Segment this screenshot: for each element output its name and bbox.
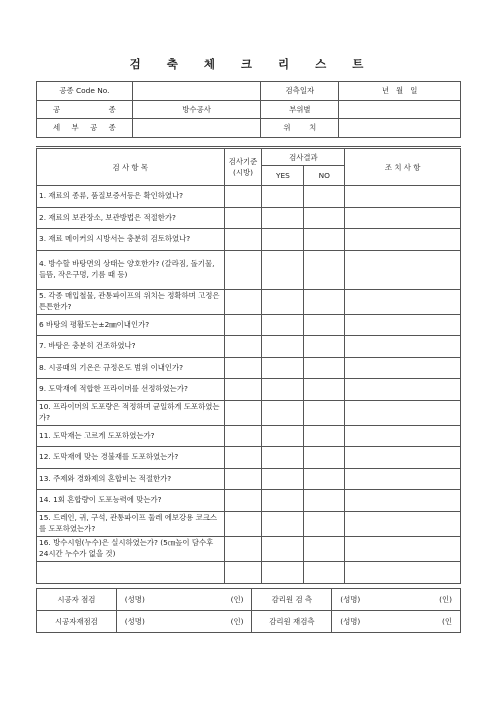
check-item-text: 13. 주제와 경화제의 혼합비는 적절한가? (37, 468, 225, 490)
check-standard-cell[interactable] (224, 250, 262, 289)
check-action-cell[interactable] (345, 561, 461, 583)
check-item-text: 5. 각종 매입철물, 관통파이프의 위치는 정확하며 고정은 튼튼한가? (37, 289, 225, 314)
check-yes-cell[interactable] (262, 379, 304, 401)
location-value-cell[interactable] (339, 119, 461, 138)
check-standard-cell[interactable] (224, 186, 262, 208)
check-no-cell[interactable] (304, 561, 345, 583)
check-no-cell[interactable] (304, 186, 345, 208)
check-no-cell[interactable] (304, 425, 345, 447)
table-row (37, 207, 461, 229)
check-yes-cell[interactable] (262, 207, 304, 229)
check-standard-cell[interactable] (224, 379, 262, 401)
checklist-table (36, 148, 461, 584)
info-table (36, 81, 461, 138)
part-label: 부위별 (261, 100, 339, 119)
check-action-cell[interactable] (345, 229, 461, 251)
table-row (37, 357, 461, 379)
check-yes-cell[interactable] (262, 336, 304, 358)
table-row (37, 400, 461, 425)
check-action-cell[interactable] (345, 250, 461, 289)
check-no-cell[interactable] (304, 314, 345, 336)
signature-table (36, 588, 461, 633)
work-value[interactable]: 방수공사 (132, 100, 261, 119)
page-title: 검 축 체 크 리 스 트 (129, 57, 375, 71)
check-yes-cell[interactable] (262, 400, 304, 425)
check-no-cell[interactable] (304, 379, 345, 401)
contractor-re-label: 시공자재점검 (37, 611, 117, 633)
check-item-text: 6 바탕의 평활도는±2㎜이내인가? (37, 314, 225, 336)
check-action-cell[interactable] (345, 186, 461, 208)
check-item-text: 7. 바탕은 충분히 건조하였나? (37, 336, 225, 358)
check-yes-cell[interactable] (262, 561, 304, 583)
check-yes-cell[interactable] (262, 490, 304, 512)
check-no-cell[interactable] (304, 289, 345, 314)
table-row (37, 490, 461, 512)
date-value[interactable]: 년 월 일 (339, 82, 461, 101)
check-item-text: 1. 재료의 종류, 품질보증서등은 확인하였나? (37, 186, 225, 208)
check-item-text: 11. 도막재는 고르게 도포하였는가? (37, 425, 225, 447)
contractor-sign-cell[interactable] (116, 589, 252, 611)
check-no-cell[interactable] (304, 536, 345, 561)
check-yes-cell[interactable] (262, 425, 304, 447)
check-action-cell[interactable] (345, 468, 461, 490)
check-action-cell[interactable] (345, 400, 461, 425)
check-action-cell[interactable] (345, 490, 461, 512)
table-row (37, 229, 461, 251)
check-item-text: 15. 드레인, 귀, 구석, 관통파이프 둘레 에보강용 코크스를 도포하였는가? (37, 511, 225, 536)
check-item-text: 3. 재료 메이커의 시방서는 충분히 검토하였나? (37, 229, 225, 251)
table-row (37, 250, 461, 289)
check-item-text: 8. 시공때의 기온은 규정온도 범위 이내인가? (37, 357, 225, 379)
supervisor-name: (성명) (340, 595, 361, 604)
supervisor-re-sign-cell[interactable] (332, 611, 461, 633)
check-action-cell[interactable] (345, 357, 461, 379)
contractor-label: 시공자 점검 (37, 589, 117, 611)
supervisor-re-seal: (인 (441, 617, 452, 626)
check-yes-cell[interactable] (262, 186, 304, 208)
check-action-cell[interactable] (345, 447, 461, 469)
check-no-cell[interactable] (304, 400, 345, 425)
check-standard-cell[interactable] (224, 336, 262, 358)
header-no: NO (304, 166, 345, 186)
check-standard-cell[interactable] (224, 229, 262, 251)
check-standard-cell[interactable] (224, 536, 262, 561)
check-no-cell[interactable] (304, 490, 345, 512)
header-yes: YES (262, 166, 304, 186)
work-label: 공 종 (37, 100, 133, 119)
detail-value-cell[interactable] (132, 119, 261, 138)
header-item: 검 사 항 목 (37, 149, 225, 186)
double-rule (36, 146, 461, 147)
check-yes-cell[interactable] (262, 250, 304, 289)
header-result: 검사결과 (262, 149, 345, 166)
check-yes-cell[interactable] (262, 289, 304, 314)
check-standard-cell[interactable] (224, 511, 262, 536)
check-yes-cell[interactable] (262, 468, 304, 490)
supervisor-sign-cell[interactable] (332, 589, 461, 611)
check-action-cell[interactable] (345, 379, 461, 401)
table-row (37, 336, 461, 358)
code-value-cell[interactable] (132, 82, 261, 101)
check-yes-cell[interactable] (262, 447, 304, 469)
check-item-text: 12. 도막재에 맞는 경불재를 도포하였는가? (37, 447, 225, 469)
check-no-cell[interactable] (304, 207, 345, 229)
check-no-cell[interactable] (304, 468, 345, 490)
location-label: 위 치 (261, 119, 339, 138)
table-row (37, 536, 461, 561)
table-row (37, 314, 461, 336)
date-label: 검측일자 (261, 82, 339, 101)
check-action-cell[interactable] (345, 207, 461, 229)
table-row (37, 379, 461, 401)
header-standard: 검사기준 (시방) (224, 149, 262, 186)
check-no-cell[interactable] (304, 250, 345, 289)
check-item-text: 9. 도막재에 적합한 프라이머를 선정하였는가? (37, 379, 225, 401)
check-no-cell[interactable] (304, 336, 345, 358)
check-item-text: 4. 방수할 바탕면의 상태는 양호한가? (갈라짐, 돌기물, 들뜸, 작은구멍, 기름 때 등) (37, 250, 225, 289)
supervisor-re-label: 감리원 재검측 (252, 611, 332, 633)
check-yes-cell[interactable] (262, 229, 304, 251)
table-row (37, 447, 461, 469)
check-standard-cell[interactable] (224, 400, 262, 425)
check-standard-cell[interactable] (224, 357, 262, 379)
check-action-cell[interactable] (345, 536, 461, 561)
signature-row-1 (37, 589, 461, 611)
contractor-name: (성명) (124, 595, 145, 604)
check-item-text: 16. 방수시험(누수)은 실시하였는가? (5㎝높이 담수후 24시간 누수가 없을 것) (37, 536, 225, 561)
check-action-cell[interactable] (345, 314, 461, 336)
check-standard-cell[interactable] (224, 425, 262, 447)
part-value-cell[interactable] (339, 100, 461, 119)
check-standard-cell[interactable] (224, 207, 262, 229)
check-no-cell[interactable] (304, 447, 345, 469)
detail-label: 세 부 공 종 (37, 119, 133, 138)
check-standard-cell[interactable] (224, 314, 262, 336)
contractor-seal: (인) (230, 595, 244, 604)
info-row-detail (37, 119, 461, 138)
check-yes-cell[interactable] (262, 536, 304, 561)
check-action-cell[interactable] (345, 336, 461, 358)
check-yes-cell[interactable] (262, 314, 304, 336)
table-row (37, 289, 461, 314)
contractor-re-seal: (인) (230, 617, 244, 626)
check-standard-cell[interactable] (224, 468, 262, 490)
table-row (37, 561, 461, 583)
check-standard-cell[interactable] (224, 289, 262, 314)
signature-row-2 (37, 611, 461, 633)
check-item-text (37, 561, 225, 583)
contractor-re-name: (성명) (124, 617, 145, 626)
check-standard-cell[interactable] (224, 490, 262, 512)
check-standard-cell[interactable] (224, 447, 262, 469)
check-yes-cell[interactable] (262, 511, 304, 536)
header-action: 조 치 사 항 (345, 149, 461, 186)
check-action-cell[interactable] (345, 289, 461, 314)
supervisor-re-name: (성명) (340, 617, 361, 626)
checklist-body (37, 186, 461, 584)
checklist-header-row-1 (37, 149, 461, 166)
check-item-text: 10. 프라이머의 도포량은 적정하며 균일하게 도포하였는가? (37, 400, 225, 425)
check-standard-cell[interactable] (224, 561, 262, 583)
check-action-cell[interactable] (345, 425, 461, 447)
table-row (37, 511, 461, 536)
check-no-cell[interactable] (304, 511, 345, 536)
check-yes-cell[interactable] (262, 357, 304, 379)
check-no-cell[interactable] (304, 229, 345, 251)
supervisor-seal: (인) (439, 595, 452, 604)
code-label: 공종 Code No. (37, 82, 133, 101)
check-action-cell[interactable] (345, 511, 461, 536)
info-row-work (37, 100, 461, 119)
check-no-cell[interactable] (304, 357, 345, 379)
check-item-text: 2. 재료의 보관장소, 보관방법은 적절한가? (37, 207, 225, 229)
supervisor-label: 감리원 검 측 (252, 589, 332, 611)
contractor-re-sign-cell[interactable] (116, 611, 252, 633)
check-item-text: 14. 1회 혼합량이 도포능력에 맞는가? (37, 490, 225, 512)
table-row (37, 186, 461, 208)
table-row (37, 425, 461, 447)
info-row-code (37, 82, 461, 101)
table-row (37, 468, 461, 490)
